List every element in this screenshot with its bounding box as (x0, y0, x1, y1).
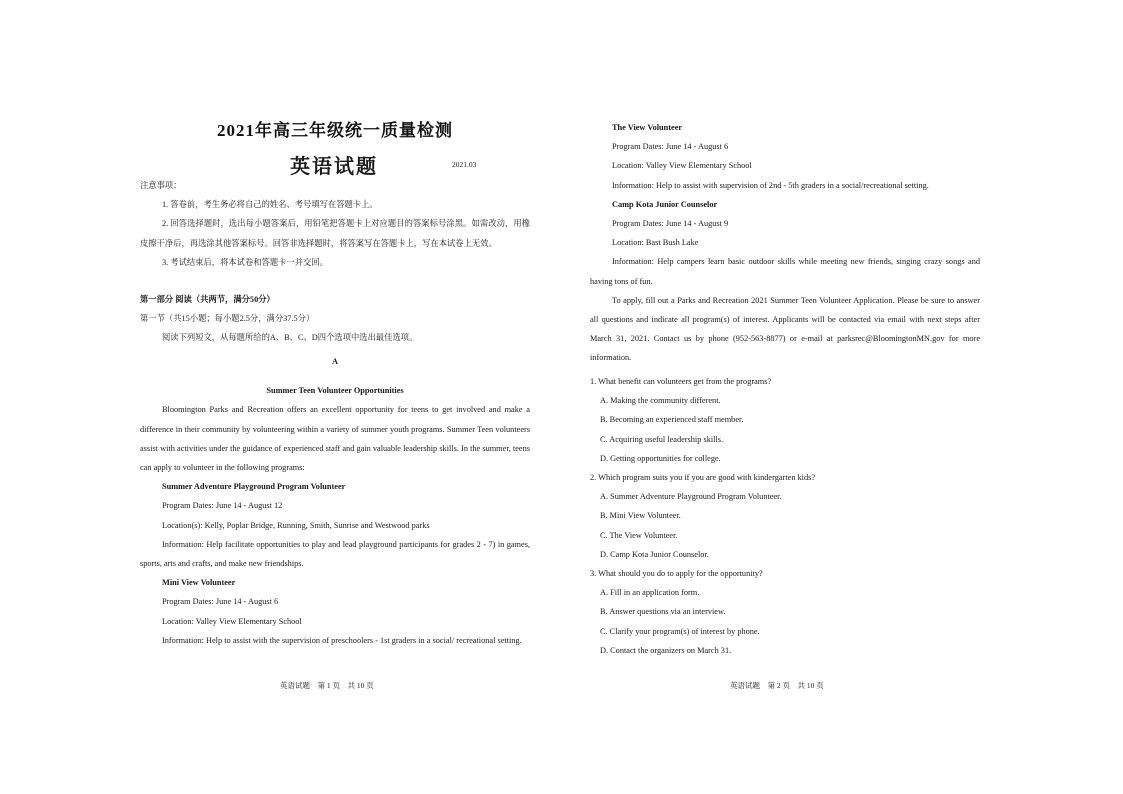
page-footer: 英语试题 第 2 页 共 10 页 (730, 681, 824, 690)
program-dates: Program Dates: June 14 - August 12 (162, 501, 283, 511)
exam-subtitle: 英语试题 (290, 156, 378, 178)
program-location: Location: Bast Bush Lake (612, 238, 699, 248)
program-location: Location: Valley View Elementary School (162, 616, 302, 626)
program-title: Summer Adventure Playground Program Volunteer (162, 482, 346, 492)
note-item: 3. 考试结束后，将本试卷和答题卡一并交回。 (162, 257, 328, 267)
note-item: 2. 回答选择题时，选出每小题答案后，用铅笔把答题卡上对应题目的答案标号涂黑。如需改动，用橡皮擦干净后，再选涂其他答案标号。回答非选择题时，将答案写在答题卡上，写在本试卷上无效。 (140, 219, 530, 248)
passage-label: A (332, 357, 338, 366)
question-option: B. Mini View Volunteer. (600, 511, 681, 521)
question-option: C. The View Volunteer. (600, 530, 678, 540)
question-stem: 2. Which program suits you if you are good with kindergarten kids? (590, 473, 816, 483)
program-dates: Program Dates: June 14 - August 6 (612, 142, 729, 152)
question-option: A. Summer Adventure Playground Program Volunteer. (600, 492, 782, 502)
page-1 (140, 0, 530, 794)
program-location: Location: Valley View Elementary School (612, 161, 752, 171)
page-2 (590, 0, 980, 794)
question-stem: 1. What benefit can volunteers get from the programs? (590, 377, 772, 386)
question-stem: 3. What should you do to apply for the opportunity? (590, 569, 763, 579)
question-option: D. Camp Kota Junior Counselor. (600, 549, 709, 559)
section-heading: 第一节（共15小题；每小题2.5分，满分37.5分） (140, 314, 315, 324)
passage-a-continued (590, 118, 980, 368)
exam-title: 2021年高三年级统一质量检测 (217, 121, 453, 140)
question-option: B. Answer questions via an interview. (600, 607, 726, 617)
part-heading: 第一部分 阅读（共两节，满分50分） (140, 295, 275, 304)
note-item: 1. 答卷前，考生务必将自己的姓名、考号填写在答题卡上。 (162, 200, 378, 210)
passage-a (140, 352, 530, 650)
question-option: D. Contact the organizers on March 31. (600, 645, 732, 655)
notes-block (140, 176, 530, 272)
program-info: Information: Help to assist with the supervision of preschoolers - 1st graders in a social/ recreational setting. (162, 635, 522, 645)
question-option: A. Making the community different. (600, 396, 721, 406)
question-option: D. Getting opportunities for college. (600, 453, 721, 463)
program-location: Location(s): Kelly, Poplar Bridge, Running, Smith, Sunrise and Westwood parks (162, 520, 430, 530)
apply-text: To apply, fill out a Parks and Recreation 2021 Summer Teen Volunteer Application. Please be sure to answer all questions and indicate all program(s) of interest. Applicants will be contacted via email with next steps after March 31, 2021. Contact us by phone (952-563-8877) or e-mail at parksrec@BloomingtonMN.gov for more information. (590, 295, 980, 363)
question-option: B. Becoming an experienced staff member. (600, 415, 744, 425)
instruction-text: 阅读下列短文，从每题所给的A、B、C、D四个选项中选出最佳选项。 (162, 333, 418, 343)
program-info: Information: Help to assist with supervision of 2nd - 5th graders in a social/recreational setting. (612, 180, 929, 190)
passage-intro: Bloomington Parks and Recreation offers an excellent opportunity for teens to get involved and make a difference in their community by volunteering within a variety of summer youth programs. Summer Teen volunteers assist with activities under the guidance of experienced staff and gain valuable leadership skills. In the summer, teens can apply to volunteer in the following programs: (140, 405, 530, 473)
exam-date: 2021.03 (452, 160, 477, 169)
program-title: Mini View Volunteer (162, 578, 236, 588)
program-info: Information: Help facilitate opportunities to play and lead playground participants for grades 2 - 7) in games, sports, arts and crafts, and make new friendships. (140, 539, 530, 569)
page-footer: 英语试题 第 1 页 共 10 页 (280, 681, 374, 690)
part-heading-block (140, 290, 530, 348)
program-dates: Program Dates: June 14 - August 9 (612, 219, 729, 229)
questions-block (590, 372, 980, 660)
program-title: The View Volunteer (612, 123, 683, 132)
question-option: A. Fill in an application form. (600, 588, 700, 598)
question-option: C. Acquiring useful leadership skills. (600, 434, 724, 444)
notes-header: 注意事项： (140, 181, 182, 190)
question-option: C. Clarify your program(s) of interest by phone. (600, 626, 760, 636)
program-info: Information: Help campers learn basic outdoor skills while meeting new friends, singing crazy songs and having tons of fun. (590, 257, 980, 286)
program-title: Camp Kota Junior Counselor (612, 199, 718, 209)
passage-title: Summer Teen Volunteer Opportunities (266, 386, 404, 396)
program-dates: Program Dates: June 14 - August 6 (162, 597, 279, 607)
